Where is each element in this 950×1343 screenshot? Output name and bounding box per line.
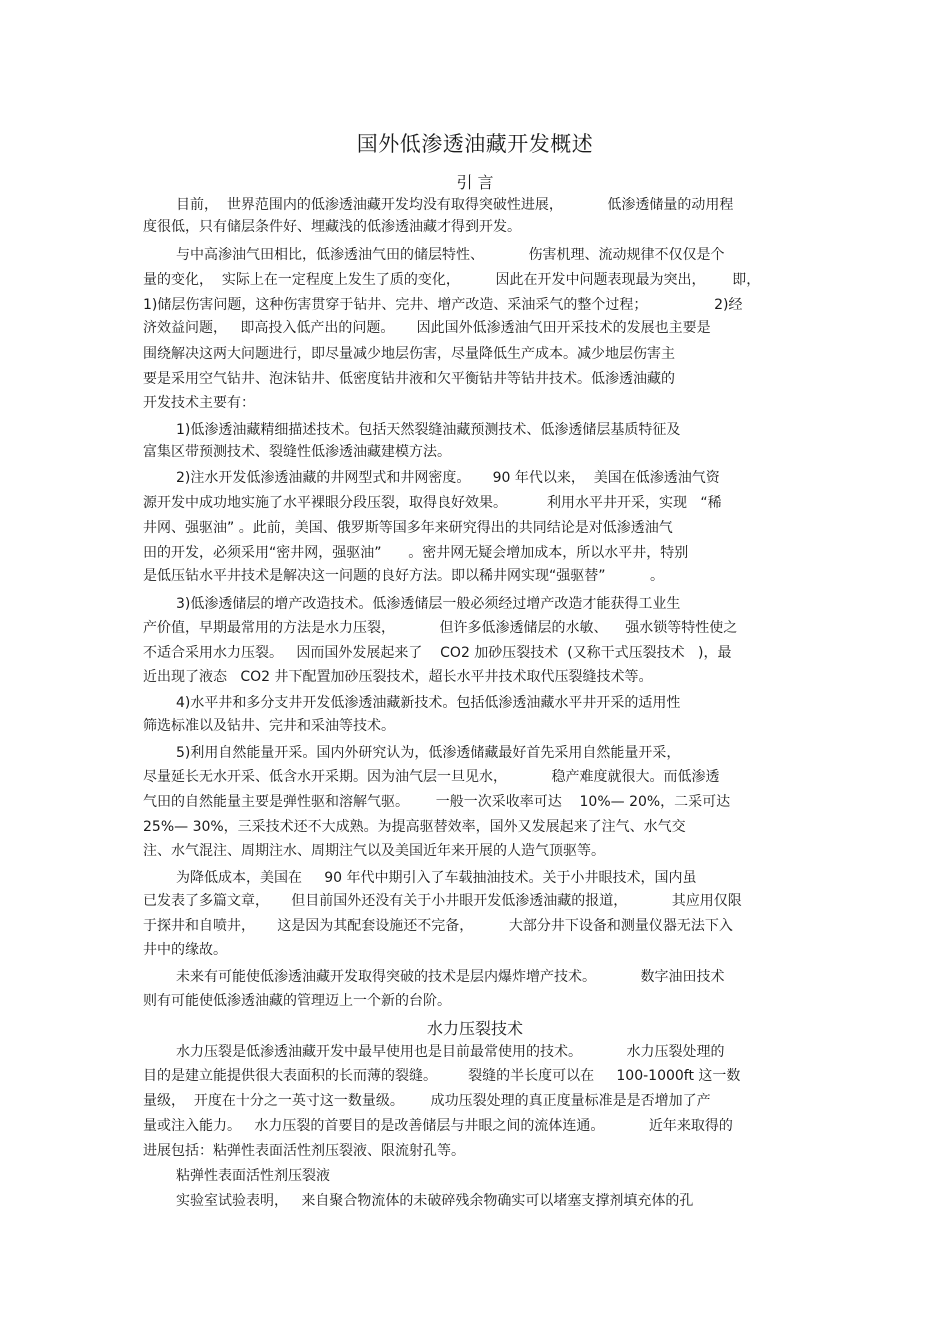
paragraph-line: 源开发中成功地实施了水平裸眼分段压裂，取得良好效果。 利用水平井开采，实现 “稀 bbox=[143, 495, 722, 511]
section-heading-intro: 引 言 bbox=[456, 173, 494, 192]
paragraph-line: 未来有可能使低渗透油藏开发取得突破的技术是层内爆炸增产技术。 数字油田技术 bbox=[176, 969, 725, 985]
paragraph-line: 产价值，早期最常用的方法是水力压裂， 但许多低渗透储层的水敏、 强水锁等特性使之 bbox=[143, 620, 738, 636]
paragraph-line: 3)低渗透储层的增产改造技术。低渗透储层一般必须经过增产改造才能获得工业生 bbox=[176, 596, 681, 612]
section-heading-fracturing: 水力压裂技术 bbox=[426, 1019, 523, 1038]
paragraph-line: 1)储层伤害问题，这种伤害贯穿于钻井、完井、增产改造、采油采气的整个过程； 2)经 bbox=[143, 297, 743, 313]
paragraph-line: 注、水气混注、周期注水、周期注气以及美国近年来开展的人造气顶驱等。 bbox=[143, 843, 605, 859]
paragraph-line: 2)注水开发低渗透油藏的井网型式和井网密度。 90 年代以来， 美国在低渗透油气资 bbox=[176, 470, 720, 486]
paragraph-line: 量级， 开度在十分之一英寸这一数量级。 成功压裂处理的真正度量标准是是否增加了产 bbox=[143, 1093, 711, 1109]
paragraph-line: 开发技术主要有： bbox=[143, 395, 255, 411]
document-title: 国外低渗透油藏开发概述 bbox=[356, 132, 594, 156]
paragraph-line: 田的开发，必须采用“密井网，强驱油” 。密井网无疑会增加成本，所以水平井，特别 bbox=[143, 545, 689, 561]
paragraph-line: 井网、强驱油” 。此前，美国、俄罗斯等国多年来研究得出的共同结论是对低渗透油气 bbox=[143, 520, 673, 536]
paragraph-line: 与中高渗油气田相比，低渗透油气田的储层特性、 伤害机理、流动规律不仅仅是个 bbox=[176, 247, 725, 263]
paragraph-line: 尽量延长无水开采、低含水开采期。因为油气层一旦见水， 稳产难度就很大。而低渗透 bbox=[143, 769, 720, 785]
paragraph-line: 围绕解决这两大问题进行，即尽量减少地层伤害，尽量降低生产成本。减少地层伤害主 bbox=[143, 346, 675, 362]
paragraph-line: 是低压钻水平井技术是解决这一问题的良好方法。即以稀井网实现“强驱替” 。 bbox=[143, 568, 665, 584]
paragraph-line: 济效益问题， 即高投入低产出的问题。 因此国外低渗透油气田开采技术的发展也主要是 bbox=[143, 320, 711, 336]
paragraph-line: 为降低成本，美国在 90 年代中期引入了车载抽油技术。关于小井眼技术，国内虽 bbox=[176, 870, 697, 886]
paragraph-line: 筛选标准以及钻井、完井和采油等技术。 bbox=[143, 718, 395, 734]
paragraph-line: 1)低渗透油藏精细描述技术。包括天然裂缝油藏预测技术、低渗透储层基质特征及 bbox=[176, 422, 681, 438]
paragraph-line: 于探井和自喷井， 这是因为其配套设施还不完备， 大部分井下设备和测量仪器无法下入 bbox=[143, 918, 733, 934]
paragraph-line: 井中的缘故。 bbox=[143, 942, 227, 958]
subsection-heading: 粘弹性表面活性剂压裂液 bbox=[176, 1168, 330, 1184]
paragraph-line: 要是采用空气钻井、泡沫钻井、低密度钻井液和欠平衡钻井等钻井技术。低渗透油藏的 bbox=[143, 371, 675, 387]
paragraph-line: 度很低，只有储层条件好、埋藏浅的低渗透油藏才得到开发。 bbox=[143, 219, 521, 235]
paragraph-line: 气田的自然能量主要是弹性驱和溶解气驱。 一般一次采收率可达 10%— 20%，二采可达 bbox=[143, 794, 731, 810]
paragraph-line: 近出现了液态 CO2 井下配置加砂压裂技术，超长水平井技术取代压裂缝技术等。 bbox=[143, 669, 653, 685]
paragraph-line: 则有可能使低渗透油藏的管理迈上一个新的台阶。 bbox=[143, 993, 451, 1009]
paragraph-line: 5)利用自然能量开采。国内外研究认为，低渗透储藏最好首先采用自然能量开采， bbox=[176, 745, 681, 761]
paragraph-line: 25%— 30%，三采技术还不大成熟。为提高驱替效率，国外又发展起来了注气、水气交 bbox=[143, 819, 686, 835]
paragraph-line: 目的是建立能提供很大表面积的长而薄的裂缝。 裂缝的半长度可以在 100-1000ft 这一数 bbox=[143, 1068, 741, 1084]
paragraph-line: 量或注入能力。 水力压裂的首要目的是改善储层与井眼之间的流体连通。 近年来取得的 bbox=[143, 1118, 733, 1134]
paragraph-line: 已发表了多篇文章， 但目前国外还没有关于小井眼开发低渗透油藏的报道， 其应用仅限 bbox=[143, 893, 742, 909]
paragraph-line: 目前， 世界范围内的低渗透油藏开发均没有取得突破性进展， 低渗透储量的动用程 bbox=[176, 197, 734, 213]
paragraph-line: 富集区带预测技术、裂缝性低渗透油藏建模方法。 bbox=[143, 444, 451, 460]
paragraph-line: 水力压裂是低渗透油藏开发中最早使用也是目前最常使用的技术。 水力压裂处理的 bbox=[176, 1044, 725, 1060]
paragraph-line: 量的变化， 实际上在一定程度上发生了质的变化， 因此在开发中问题表现最为突出， 即， bbox=[143, 272, 761, 288]
paragraph-line: 不适合采用水力压裂。 因而国外发展起来了 CO2 加砂压裂技术 (又称干式压裂技术 )，最 bbox=[143, 645, 732, 661]
paragraph-line: 4)水平井和多分支井开发低渗透油藏新技术。包括低渗透油藏水平井开采的适用性 bbox=[176, 695, 681, 711]
paragraph-line: 进展包括：粘弹性表面活性剂压裂液、限流射孔等。 bbox=[143, 1143, 465, 1159]
paragraph-line: 实验室试验表明， 来自聚合物流体的未破碎残余物确实可以堵塞支撑剂填充体的孔 bbox=[176, 1193, 694, 1209]
